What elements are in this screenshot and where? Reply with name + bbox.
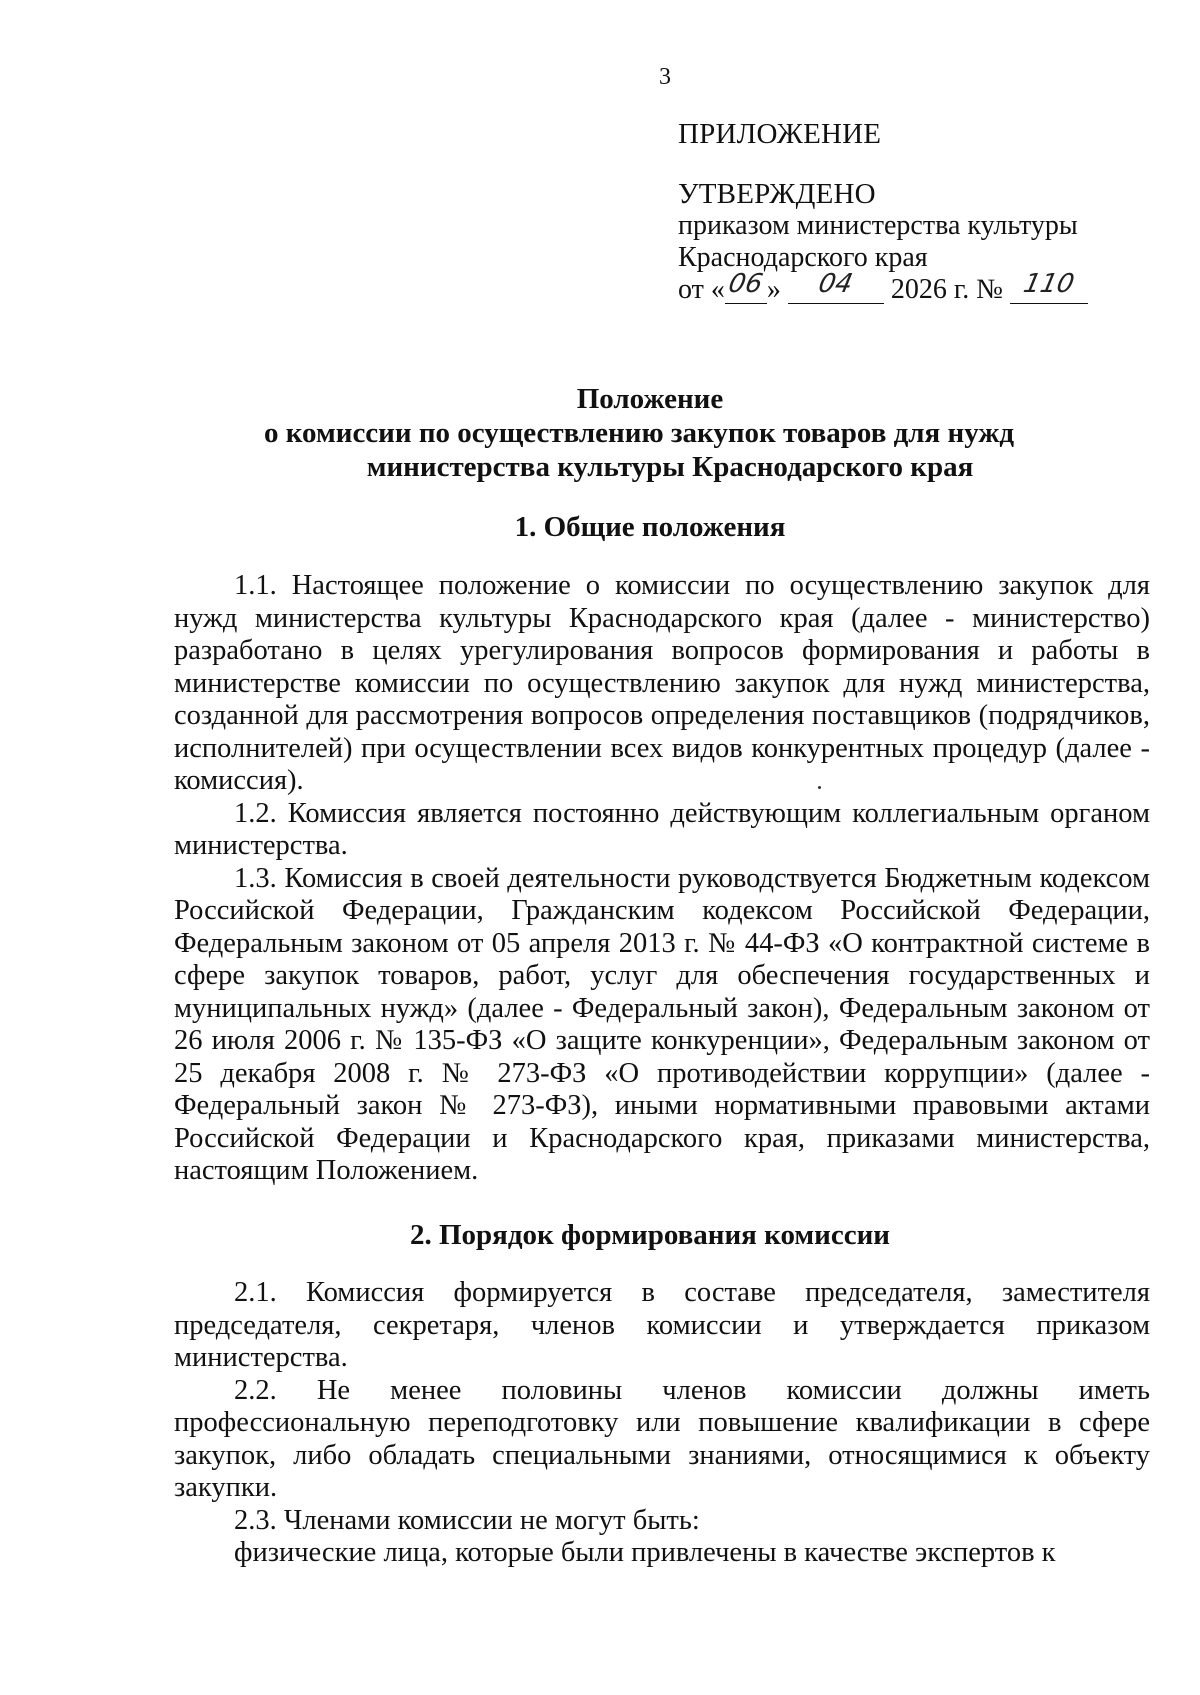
- day-value: 06: [726, 269, 766, 299]
- title-line-1: Положение: [576, 383, 724, 415]
- appendix-label: ПРИЛОЖЕНИЕ: [678, 118, 882, 150]
- approval-block: [678, 118, 1088, 306]
- handwritten-day: [725, 269, 767, 306]
- paragraph-2-3: 2.3. Членами комиссии не могут быть:: [234, 1504, 700, 1536]
- approval-line-1: приказом министерства культуры: [678, 210, 1078, 241]
- number-value: 110: [1020, 269, 1077, 299]
- section-2-heading: 2. Порядок формирования комиссии: [409, 1219, 891, 1251]
- page-number: 3: [659, 64, 671, 90]
- date-mid: »: [766, 274, 781, 305]
- approval-date-line: [678, 269, 1088, 306]
- document-title: [150, 382, 1150, 484]
- paragraph-2-3-item: физические лица, которые были привлечены в качестве экспертов к: [234, 1537, 1056, 1568]
- title-line-2: о комиссии по осуществлению закупок товаров для нужд: [263, 417, 1015, 449]
- paragraph-1-3: 1.3. Комиссия в своей деятельности руководствуется Бюджетным кодексом Российской Федерации, Гражданским кодексом Российской Федерации, Федеральным законом от 05 апреля 2013 г. № 44-ФЗ «О контрактной системе в сфере закупок товаров, работ, услуг для обеспечения государственных и муниципальных нужд» (далее - Федеральный закон), Федеральным законом от 26 июля 2006 г. № 135-ФЗ «О защите конкуренции», Федеральным законом от 25 декабря 2008 г. № 273-ФЗ «О противодействии коррупции» (далее - Федеральный закон № 273-ФЗ), иными нормативными правовыми актами Российской Федерации и Краснодарского края, приказами министерства, настоящим Положением.: [174, 862, 1150, 1186]
- section-2-body: [174, 1277, 1150, 1570]
- approved-label: УТВЕРЖДЕНО: [678, 178, 876, 210]
- section-1-heading: 1. Общие положения: [514, 511, 786, 543]
- paragraph-1-1: 1.1. Настоящее положение о комиссии по осуществлению закупок для нужд министерства культуры Краснодарского края (далее - министерство) разработано в целях урегулирования вопросов формирования и работы в министерстве комиссии по осуществлению закупок для нужд министерства, созданной для рассмотрения вопросов определения поставщиков (подрядчиков, исполнителей) при осуществлении всех видов конкурентных процедур (далее - комиссия).: [174, 570, 1150, 796]
- handwritten-number: [1010, 269, 1088, 306]
- scan-speck: [818, 786, 821, 789]
- approval-line-2: Краснодарского края: [678, 242, 928, 273]
- date-prefix: от «: [678, 274, 725, 305]
- title-line-3: министерства культуры Краснодарского края: [366, 451, 974, 483]
- section-1-body: [174, 570, 1150, 1188]
- month-value: 04: [816, 269, 856, 299]
- paragraph-2-1: 2.1. Комиссия формируется в составе председателя, заместителя председателя, секретаря, членов комиссии и утверждается приказом министерства.: [174, 1277, 1150, 1373]
- year-text: 2026 г. №: [890, 274, 1003, 305]
- paragraph-2-2: 2.2. Не менее половины членов комиссии должны иметь профессиональную переподготовку или повышение квалификации в сфере закупок, либо обладать специальными знаниями, относящимися к объекту закупки.: [174, 1374, 1150, 1503]
- paragraph-1-2: 1.2. Комиссия является постоянно действующим коллегиальным органом министерства.: [174, 797, 1150, 861]
- handwritten-month: [788, 269, 884, 306]
